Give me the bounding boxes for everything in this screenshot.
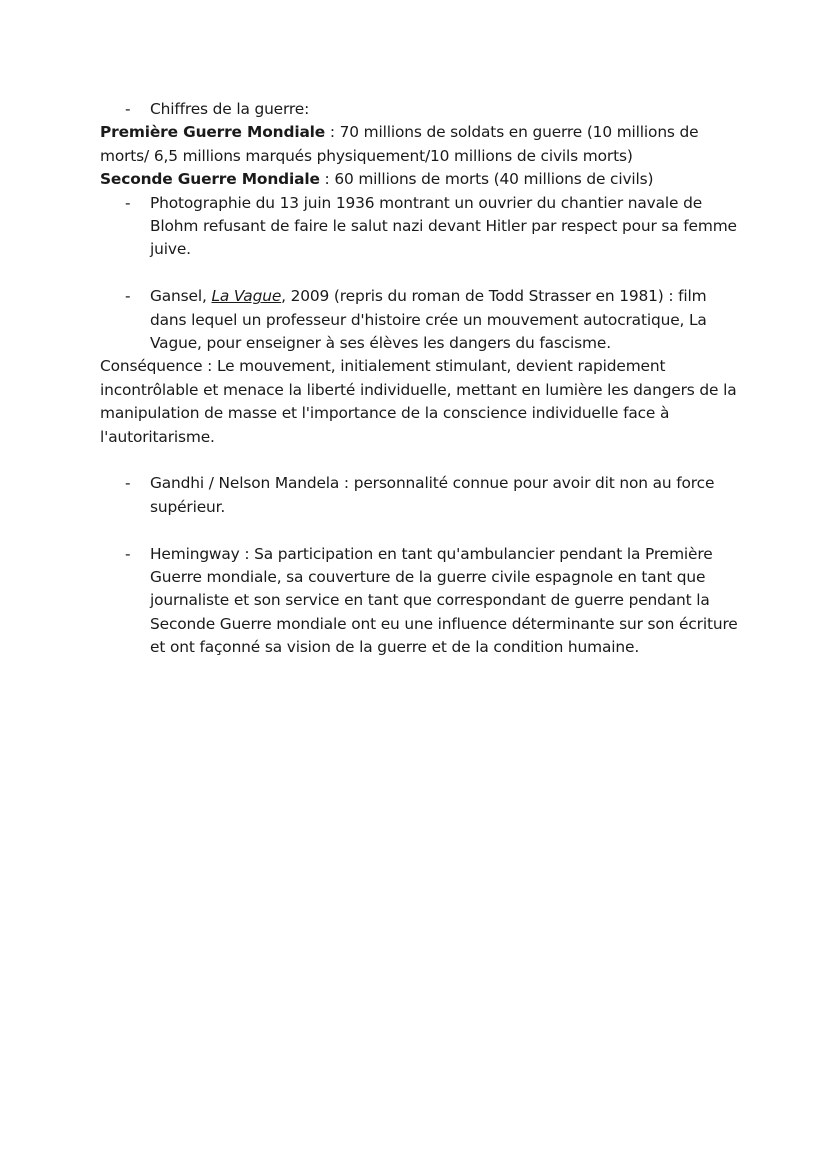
bold-label: Seconde Guerre Mondiale [100, 170, 320, 189]
bullet-dash: - [125, 193, 131, 212]
paragraph-text: : 70 millions de soldats en guerre (10 millions de morts/ 6,5 millions marqués physiquement/10 millions de civils morts) [100, 123, 699, 165]
bullet-gansel [100, 285, 740, 355]
bullet-author: Gansel, [150, 287, 212, 306]
film-title: La Vague [211, 287, 282, 306]
spacer [100, 519, 740, 542]
bullet-gandhi [100, 472, 740, 519]
bullet-text: Photographie du 13 juin 1936 montrant un ouvrier du chantier navale de Blohm refusant de faire le salut nazi devant Hitler par respect pour sa femme juive. [150, 193, 737, 259]
bullet-hemingway [100, 543, 740, 660]
bullet-photographie [100, 192, 740, 262]
bullet-dash: - [125, 100, 131, 118]
bullet-text: Chiffres de la guerre: [150, 100, 310, 118]
bullet-chiffres [100, 98, 740, 121]
paragraph-premiere-guerre [100, 121, 740, 168]
document-body [100, 98, 740, 660]
bullet-text: Gandhi / Nelson Mandela : personnalité connue pour avoir dit non au force supérieur. [150, 474, 715, 516]
bullet-text: Hemingway : Sa participation en tant qu'ambulancier pendant la Première Guerre mondiale, sa couverture de la guerre civile espagnole en tant que journaliste et son service en tant que correspondant de guerre pendant la Seconde Guerre mondiale ont eu une influence déterminante sur son écriture et ont façonné sa vision de la guerre et de la condition humaine. [150, 544, 738, 657]
bold-label: Première Guerre Mondiale [100, 123, 326, 142]
paragraph-seconde-guerre [100, 168, 740, 191]
paragraph-text: : 60 millions de morts (40 millions de civils) [319, 170, 654, 189]
bullet-dash: - [125, 287, 131, 306]
spacer [100, 449, 740, 472]
bullet-dash: - [125, 474, 131, 493]
bullet-text: , 2009 (repris du roman de Todd Strasser en 1981) : film dans lequel un professeur d'histoire crée un mouvement autocratique, La Vague, pour enseigner à ses élèves les dangers du fascisme. [150, 287, 707, 353]
spacer [100, 262, 740, 285]
paragraph-consequence: Conséquence : Le mouvement, initialement stimulant, devient rapidement incontrôlable et menace la liberté individuelle, mettant en lumière les dangers de la manipulation de masse et l'importance de la conscience individuelle face à l'autoritarisme. [100, 357, 737, 446]
bullet-dash: - [125, 544, 131, 563]
